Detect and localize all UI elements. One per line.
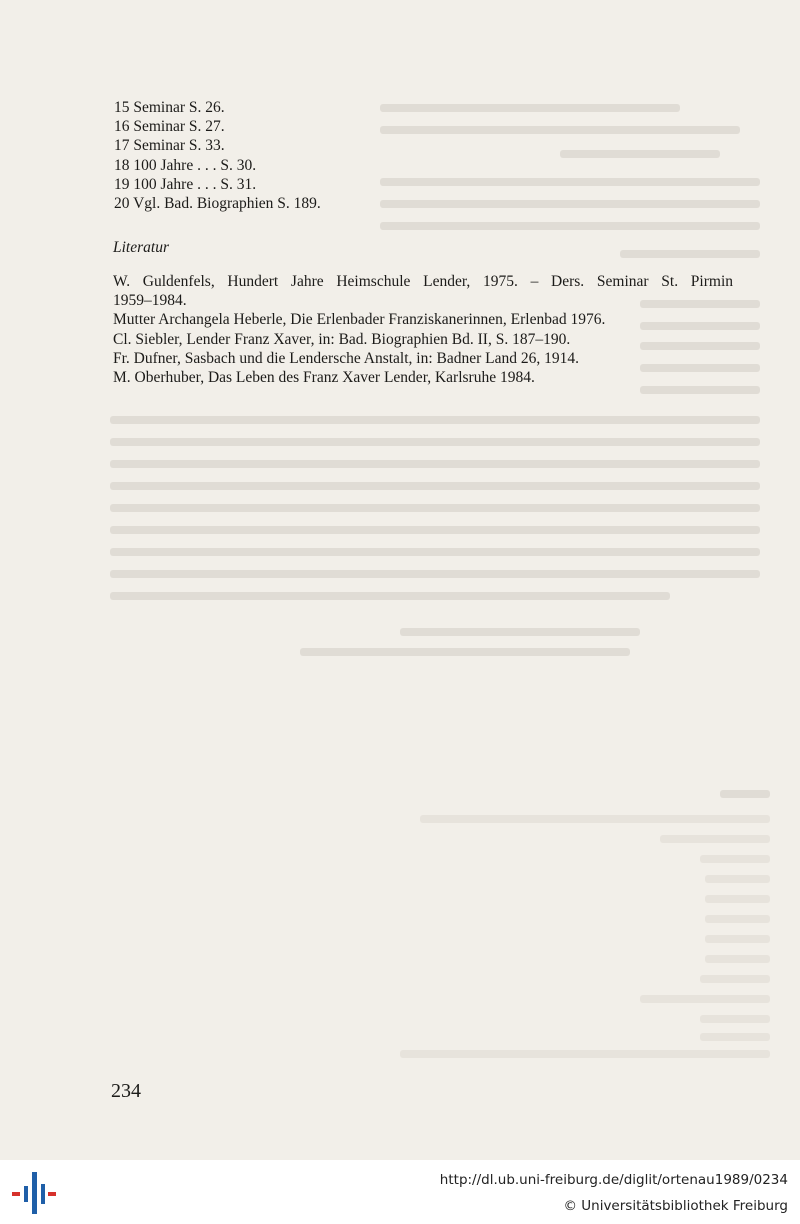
endnotes-list [114,98,674,213]
literature-entry: M. Oberhuber, Das Leben des Franz Xaver Lender, Karlsruhe 1984. [113,369,535,387]
literature-entry: 1959–1984. [113,292,187,310]
endnote: 20 Vgl. Bad. Biographien S. 189. [114,195,321,213]
endnote: 16 Seminar S. 27. [114,118,225,136]
copyright-notice: © Universitätsbibliothek Freiburg [563,1198,788,1214]
endnote: 19 100 Jahre . . . S. 31. [114,175,257,193]
page-number: 234 [111,1080,141,1102]
literature-entry: Mutter Archangela Heberle, Die Erlenbader Franziskanerinnen, Erlenbad 1976. [113,311,606,329]
literature-heading: Literatur [113,239,169,256]
viewer-footer [0,1160,800,1224]
ub-freiburg-logo-icon[interactable] [10,1170,58,1216]
literature-entry: Fr. Dufner, Sasbach und die Lendersche Anstalt, in: Badner Land 26, 1914. [113,349,579,367]
endnote: 17 Seminar S. 33. [114,137,225,155]
document-url-link[interactable]: http://dl.ub.uni-freiburg.de/diglit/ortenau1989/0234 [439,1172,788,1188]
endnote: 15 Seminar S. 26. [114,99,225,116]
literature-entry: Cl. Siebler, Lender Franz Xaver, in: Bad. Biographien Bd. II, S. 187–190. [113,330,571,348]
literature-list [113,272,733,387]
literature-entry: W. Guldenfels, Hundert Jahre Heimschule Lender, 1975. – Ders. Seminar St. Pirmin [113,273,733,290]
endnote: 18 100 Jahre . . . S. 30. [114,156,257,174]
